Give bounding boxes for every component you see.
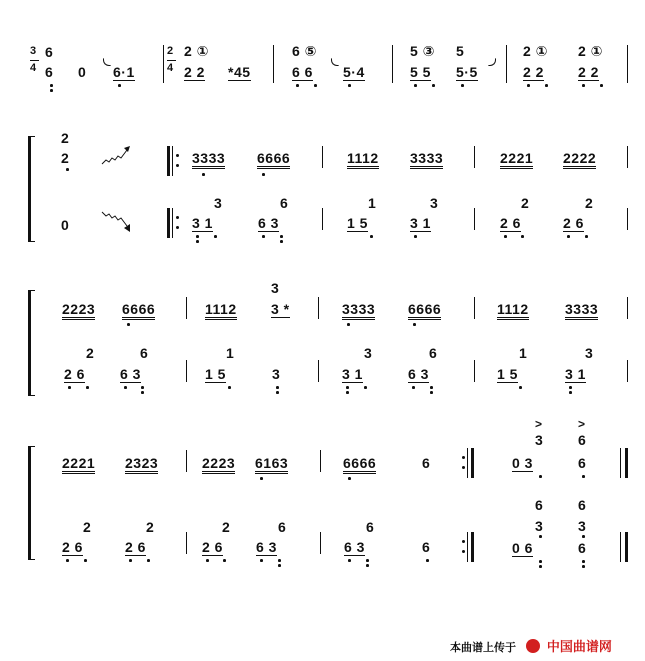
- note-upper: 6: [45, 44, 54, 60]
- barline: [627, 208, 628, 230]
- barline: [186, 360, 187, 382]
- note-group: 2 6: [64, 366, 85, 382]
- low-octave-dot: [600, 84, 603, 87]
- low-octave-dot: [426, 559, 429, 562]
- low-octave-dot: [260, 559, 263, 562]
- note-group: 3 *: [271, 301, 290, 317]
- note-upper: 2: [61, 130, 70, 146]
- low-octave-dot: [346, 386, 349, 389]
- chord-tone: 6: [535, 497, 544, 513]
- barline: [627, 146, 628, 168]
- low-octave-dot: [582, 565, 585, 568]
- low-octave-dot: [280, 240, 283, 243]
- note-group: 3333: [342, 302, 375, 320]
- finger-mark: 6 ⑤: [292, 43, 318, 59]
- low-octave-dot: [521, 235, 524, 238]
- low-octave-dot: [280, 235, 283, 238]
- barline: [506, 45, 507, 83]
- low-octave-dot: [228, 386, 231, 389]
- chord-tone: 1: [519, 345, 528, 361]
- chord-tone: 3: [535, 518, 544, 534]
- repeat-end: [462, 448, 474, 478]
- footer-text: 本曲谱上传于: [450, 642, 516, 654]
- chord-tone: 2: [222, 519, 231, 535]
- note: 6: [422, 455, 431, 471]
- note-lower: 6: [45, 64, 54, 80]
- low-octave-dot: [276, 391, 279, 394]
- time-sig-line: [30, 60, 39, 61]
- chord-tone: 3: [585, 345, 594, 361]
- note-group: 2221: [500, 151, 533, 169]
- low-octave-dot: [129, 559, 132, 562]
- barline: [627, 45, 628, 83]
- note-group: 0 3: [512, 455, 533, 471]
- note-group: 3 1: [192, 215, 213, 231]
- note-group: 6666: [257, 151, 290, 169]
- low-octave-dot: [348, 84, 351, 87]
- low-octave-dot: [141, 386, 144, 389]
- barline: [320, 450, 321, 472]
- note-group: 6 3: [344, 539, 365, 555]
- low-octave-dot: [519, 386, 522, 389]
- chord-tone: 6: [278, 519, 287, 535]
- accent-mark: >: [578, 417, 586, 431]
- low-octave-dot: [539, 475, 542, 478]
- low-octave-dot: [366, 564, 369, 567]
- low-octave-dot: [278, 559, 281, 562]
- chord-tone: 2: [86, 345, 95, 361]
- low-octave-dot: [347, 323, 350, 326]
- slur-mark: [488, 58, 496, 66]
- barline: [322, 208, 323, 230]
- note-group: 3333: [410, 151, 443, 169]
- chord-tone: 1: [226, 345, 235, 361]
- low-octave-dot: [124, 386, 127, 389]
- note-lower: 2: [61, 150, 70, 166]
- low-octave-dot: [127, 323, 130, 326]
- system-bracket: [28, 290, 35, 396]
- low-octave-dot: [260, 477, 263, 480]
- low-octave-dot: [262, 173, 265, 176]
- low-octave-dot: [50, 84, 53, 87]
- finger-mark: 2 ①: [578, 43, 604, 59]
- note-group: 2 6: [563, 215, 584, 231]
- low-octave-dot: [196, 240, 199, 243]
- barline: [186, 297, 187, 319]
- final-barline: [620, 448, 632, 478]
- barline: [186, 532, 187, 554]
- low-octave-dot: [141, 391, 144, 394]
- chord-tone: 6: [280, 195, 289, 211]
- barline: [318, 360, 319, 382]
- barline: [474, 146, 475, 168]
- low-octave-dot: [348, 477, 351, 480]
- time-sig-numerator: 2: [167, 45, 174, 57]
- low-octave-dot: [196, 235, 199, 238]
- note-group: *45: [228, 64, 251, 80]
- time-sig-denominator: 4: [30, 62, 37, 74]
- low-octave-dot: [582, 475, 585, 478]
- chord-tone: 6: [578, 497, 587, 513]
- low-octave-dot: [66, 559, 69, 562]
- note-group: 1 5: [205, 366, 226, 382]
- note-group: 2 6: [62, 539, 83, 555]
- note: 3: [272, 366, 281, 382]
- finger-mark: 5 ③: [410, 43, 436, 59]
- low-octave-dot: [545, 84, 548, 87]
- low-octave-dot: [206, 559, 209, 562]
- note-group: 6 3: [408, 366, 429, 382]
- note-group: 6 3: [256, 539, 277, 555]
- note-group: 2 6: [500, 215, 521, 231]
- finger-mark: 2 ①: [184, 43, 210, 59]
- note-group: 3 1: [342, 366, 363, 382]
- low-octave-dot: [504, 235, 507, 238]
- chord-tone: 2: [585, 195, 594, 211]
- barline: [273, 45, 274, 83]
- low-octave-dot: [430, 391, 433, 394]
- slur-mark: [331, 58, 339, 66]
- note-group: 5·4: [343, 64, 365, 80]
- low-octave-dot: [539, 565, 542, 568]
- note-group: 1 5: [497, 366, 518, 382]
- time-sig-numerator: 3: [30, 45, 37, 57]
- chord-tone: 3: [430, 195, 439, 211]
- repeat-start: [167, 146, 179, 176]
- footer: [450, 639, 612, 655]
- rest: 0: [61, 217, 70, 233]
- low-octave-dot: [527, 84, 530, 87]
- rest: 0: [78, 64, 87, 80]
- chord-tone: 6: [366, 519, 375, 535]
- barline: [322, 146, 323, 168]
- barline: [474, 208, 475, 230]
- note-group: 3 1: [410, 215, 431, 231]
- glissando-down-icon: [100, 210, 132, 236]
- note: 6: [578, 540, 587, 556]
- low-octave-dot: [539, 535, 542, 538]
- barline: [186, 450, 187, 472]
- time-sig-line: [167, 60, 176, 61]
- low-octave-dot: [432, 84, 435, 87]
- note-group: 6 6: [292, 64, 313, 80]
- chord-tone: 3: [364, 345, 373, 361]
- note-group: 2 2: [578, 64, 599, 80]
- note-group: 3333: [192, 151, 225, 169]
- low-octave-dot: [278, 564, 281, 567]
- chord-tone: 2: [146, 519, 155, 535]
- low-octave-dot: [461, 84, 464, 87]
- low-octave-dot: [366, 559, 369, 562]
- time-sig-denominator: 4: [167, 62, 174, 74]
- repeat-end: [462, 532, 474, 562]
- note-group: 5·5: [456, 64, 478, 80]
- low-octave-dot: [314, 84, 317, 87]
- slur-mark: [103, 58, 111, 66]
- low-octave-dot: [346, 391, 349, 394]
- low-octave-dot: [84, 559, 87, 562]
- low-octave-dot: [414, 235, 417, 238]
- note-group: 6 3: [258, 215, 279, 231]
- note: 6: [578, 455, 587, 471]
- low-octave-dot: [147, 559, 150, 562]
- note-group: 3333: [565, 302, 598, 320]
- site-logo-text[interactable]: 中国曲谱网: [546, 639, 612, 654]
- note-group: 6666: [343, 456, 376, 474]
- barline: [163, 45, 164, 83]
- low-octave-dot: [582, 535, 585, 538]
- barline: [320, 532, 321, 554]
- note-group: 3 1: [565, 366, 586, 382]
- barline: [627, 297, 628, 319]
- note-group: 6 3: [120, 366, 141, 382]
- chord-tone: 2: [83, 519, 92, 535]
- system-bracket: [28, 446, 35, 560]
- low-octave-dot: [413, 323, 416, 326]
- low-octave-dot: [223, 559, 226, 562]
- chord-tone: 6: [429, 345, 438, 361]
- low-octave-dot: [370, 235, 373, 238]
- low-octave-dot: [348, 559, 351, 562]
- low-octave-dot: [66, 168, 69, 171]
- low-octave-dot: [118, 84, 121, 87]
- barline: [392, 45, 393, 83]
- note-group: 2 6: [202, 539, 223, 555]
- note-group: 2 6: [125, 539, 146, 555]
- chord-tone: 3: [271, 280, 280, 296]
- note-group: 6·1: [113, 64, 135, 80]
- low-octave-dot: [262, 235, 265, 238]
- note-group: 2221: [62, 456, 95, 474]
- note-group: 0 6: [512, 540, 533, 556]
- chord-tone: 3: [214, 195, 223, 211]
- glissando-up-icon: [100, 142, 132, 166]
- barline: [474, 297, 475, 319]
- chord-tone: 6: [578, 432, 587, 448]
- note-group: 1112: [205, 302, 237, 320]
- note-group: 6666: [408, 302, 441, 320]
- note-group: 2323: [125, 456, 158, 474]
- chord-tone: 1: [368, 195, 377, 211]
- low-octave-dot: [582, 560, 585, 563]
- low-octave-dot: [412, 386, 415, 389]
- chord-tone: 6: [140, 345, 149, 361]
- low-octave-dot: [414, 84, 417, 87]
- low-octave-dot: [364, 386, 367, 389]
- low-octave-dot: [86, 386, 89, 389]
- barline: [318, 297, 319, 319]
- low-octave-dot: [569, 386, 572, 389]
- note-group: 1112: [347, 151, 379, 169]
- note-group: 2222: [563, 151, 596, 169]
- note-group: 1 5: [347, 215, 368, 231]
- note-group: 1112: [497, 302, 529, 320]
- low-octave-dot: [582, 84, 585, 87]
- finger-mark: 2 ①: [523, 43, 549, 59]
- note-group: 5 5: [410, 64, 431, 80]
- low-octave-dot: [214, 235, 217, 238]
- barline: [627, 360, 628, 382]
- note-group: 2223: [62, 302, 95, 320]
- repeat-start: [167, 208, 179, 238]
- system-bracket: [28, 136, 35, 242]
- note-group: 6163: [255, 456, 288, 474]
- low-octave-dot: [276, 386, 279, 389]
- note: 6: [422, 539, 431, 555]
- low-octave-dot: [202, 173, 205, 176]
- chord-tone: 3: [578, 518, 587, 534]
- barline: [474, 360, 475, 382]
- low-octave-dot: [567, 235, 570, 238]
- low-octave-dot: [569, 391, 572, 394]
- note-group: 2 2: [184, 64, 205, 80]
- note-group: 2 2: [523, 64, 544, 80]
- low-octave-dot: [585, 235, 588, 238]
- chord-tone: 3: [535, 432, 544, 448]
- low-octave-dot: [539, 560, 542, 563]
- chord-tone: 2: [521, 195, 530, 211]
- note-group: 6666: [122, 302, 155, 320]
- low-octave-dot: [296, 84, 299, 87]
- low-octave-dot: [50, 89, 53, 92]
- note-group: 2223: [202, 456, 235, 474]
- final-barline: [620, 532, 632, 562]
- finger-mark: 5: [456, 43, 465, 59]
- site-logo-icon: [526, 639, 540, 653]
- low-octave-dot: [68, 386, 71, 389]
- accent-mark: >: [535, 417, 543, 431]
- low-octave-dot: [430, 386, 433, 389]
